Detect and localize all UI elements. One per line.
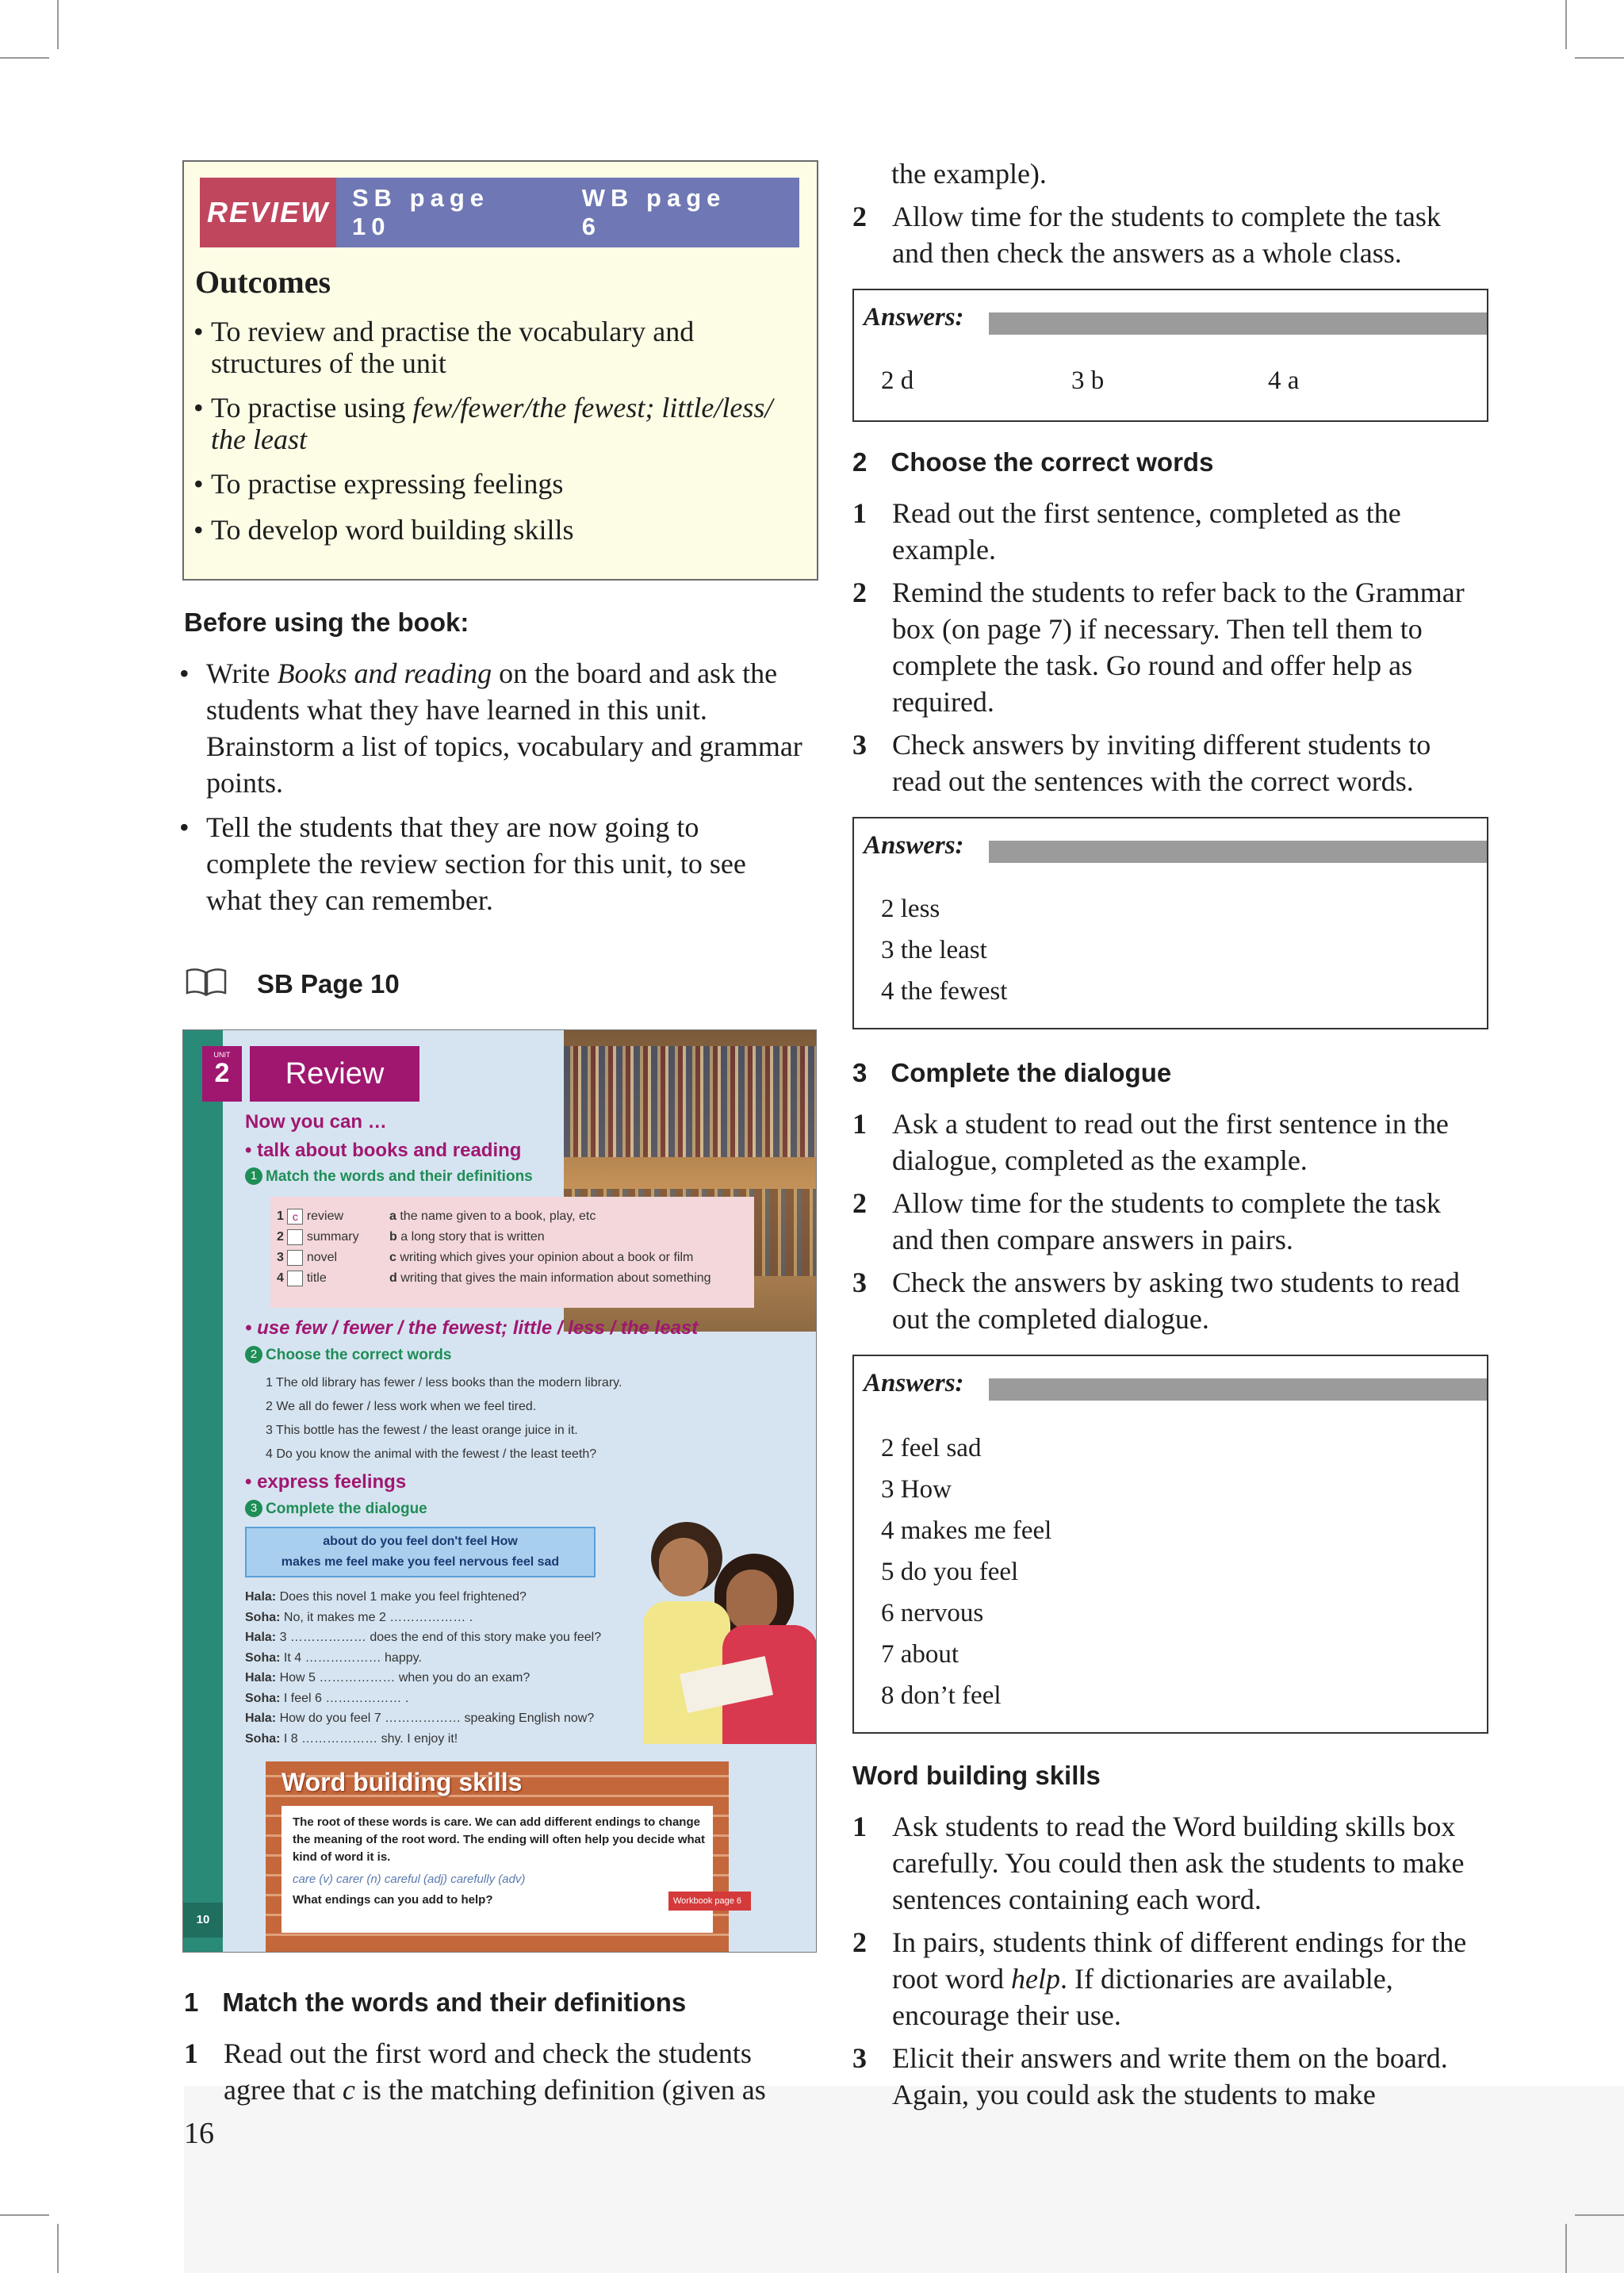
workbook-tag: Workbook page 6 bbox=[668, 1892, 751, 1911]
ex2-badge: 2 bbox=[245, 1346, 262, 1363]
ex2-title: Choose the correct words bbox=[266, 1347, 452, 1363]
sb-page-ref: SB page 10 bbox=[352, 184, 490, 240]
outcomes-title: Outcomes bbox=[195, 264, 331, 300]
ex2-list: 1 The old library has fewer / less books than the modern library. 2 We all do fewer / less work when we feel tired. 3 This bottle has the fewest / the least orange juice in it. 4 Do you know the animal with the fewest / the least teeth? bbox=[266, 1376, 622, 1461]
section3-item: 3 Check the answers by asking two students to read out the completed dialogue. bbox=[852, 1267, 1460, 1335]
section3-heading: 3 Complete the dialogue bbox=[852, 1058, 1172, 1087]
answers-label: Answers: bbox=[864, 303, 964, 332]
thumb-bullet-1: • talk about books and reading bbox=[245, 1140, 522, 1161]
girls-photo bbox=[627, 1506, 817, 1744]
crop-mark bbox=[1575, 2214, 1624, 2216]
review-page-refs bbox=[336, 178, 799, 247]
ex3-title: Complete the dialogue bbox=[266, 1501, 427, 1517]
section2-heading: 2 Choose the correct words bbox=[852, 447, 1214, 477]
ex1-def-list: a the name given to a book, play, etc b a long story that is written c writing which gives your opinion about a book or film d writing that gives the main information about something bbox=[389, 1209, 711, 1285]
answers-box-1: Answers: 2 d 3 b 4 a bbox=[852, 289, 1488, 422]
continued-text: the example). bbox=[891, 158, 1047, 190]
wbs-words: care (v) carer (n) careful (adj) carefully (adv) bbox=[293, 1872, 526, 1886]
crop-mark bbox=[1575, 57, 1624, 59]
section2-item: 1 Read out the first sentence, completed as the example. bbox=[852, 497, 1401, 565]
before-bullet: • Tell the students that they are now going to complete the review section for this unit, to see what they can remember. bbox=[179, 811, 746, 916]
book-icon bbox=[184, 966, 228, 998]
answers-box-2: Answers: 2 less 3 the least 4 the fewest bbox=[852, 817, 1488, 1029]
answers-bar bbox=[989, 312, 1487, 335]
outcome-item: • To develop word building skills bbox=[193, 514, 574, 546]
section3-item: 2 Allow time for the students to complete the task and then compare answers in pairs. bbox=[852, 1187, 1441, 1255]
section1-item: 1 Read out the first word and check the students agree that c is the matching definition (given as bbox=[184, 2035, 810, 2108]
ex3-word-box: about do you feel don't feel How makes me feel make you feel nervous feel sad bbox=[245, 1527, 596, 1577]
crop-mark bbox=[57, 2224, 59, 2273]
ex1-title: Match the words and their definitions bbox=[266, 1168, 533, 1185]
thumb-page-number: 10 bbox=[183, 1903, 223, 1938]
review-outcomes-box bbox=[182, 160, 818, 581]
thumb-side-strip bbox=[183, 1030, 223, 1953]
section1-heading: 1 Match the words and their definitions bbox=[184, 1987, 687, 2017]
section1-item-text: Read out the first word and check the students agree that c is the matching definition (given as bbox=[224, 2037, 766, 2106]
thumb-bullet-3: • express feelings bbox=[245, 1471, 407, 1493]
answers-box-3: Answers: 2 feel sad 3 How 4 makes me feel 5 do you feel 6 nervous 7 about 8 don’t feel bbox=[852, 1355, 1488, 1734]
wbs-item: 1 Ask students to read the Word building skills box carefully. You could then ask the students to make sentences containing each word. bbox=[852, 1811, 1465, 1915]
crop-mark bbox=[1565, 0, 1567, 49]
now-you-can: Now you can … bbox=[245, 1111, 387, 1133]
before-bullet: • Write Books and reading on the board and ask the students what they have learned in this unit. Brainstorm a list of topics, vocabulary and grammar points. bbox=[179, 655, 806, 801]
outcome-item: • To review and practise the vocabulary and structures of the unit bbox=[193, 316, 695, 379]
review-tag: REVIEW bbox=[200, 178, 336, 247]
section3-item: 1 Ask a student to read out the first sentence in the dialogue, completed as the example. bbox=[852, 1108, 1449, 1176]
ex1-badge: 1 bbox=[245, 1167, 262, 1185]
section2-item: 3 Check answers by inviting different students to read out the sentences with the correct words. bbox=[852, 729, 1431, 797]
section2-item: 2 Remind the students to refer back to the Grammar box (on page 7) if necessary. Then tell them to complete the task. Go round and offer help as required. bbox=[852, 577, 1465, 718]
before-heading: Before using the book: bbox=[184, 608, 469, 637]
wbs-brick-panel bbox=[266, 1761, 742, 1953]
review-banner bbox=[200, 178, 799, 247]
ex3-badge: 3 bbox=[245, 1500, 262, 1517]
wbs-item: 3 Elicit their answers and write them on the board. Again, you could ask the students to make bbox=[852, 2042, 1448, 2110]
wb-page-ref: WB page 6 bbox=[581, 184, 726, 240]
crop-mark bbox=[1565, 2224, 1567, 2273]
wbs-question: What endings can you add to help? bbox=[293, 1893, 493, 1907]
dialogue: Hala: Does this novel 1 make you feel frightened? Soha: No, it makes me 2 ……………… . Hala: 3 ……………… does the end of this story make you feel? Soha: It 4 ……………… happy. Hala: How 5 ……………… when you do an exam? Soha: I feel 6 ……………… . Hala: How do you feel 7 ……………… speaking English now? Soha: I 8 ……………… shy. I enjoy it! bbox=[245, 1590, 602, 1746]
unit-badge: UNIT 2 bbox=[202, 1046, 242, 1102]
wbs-item: 2 In pairs, students think of different endings for the root word help. If dictionaries are available, encourage their use. bbox=[852, 1924, 1487, 2033]
thumb-bullet-2: • use few / fewer / the fewest; little / less / the least bbox=[245, 1317, 699, 1339]
before-bullet-text: Write Books and reading on the board and ask the students what they have learned in this unit. Brainstorm a list of topics, vocabulary and grammar points. bbox=[206, 657, 802, 799]
ex1-word-list: 1 c review 2 summary 3 novel 4 title bbox=[277, 1209, 359, 1285]
textbook-page-thumbnail bbox=[182, 1029, 817, 1953]
wbs-item-2-text: In pairs, students think of different endings for the root word help. If dictionaries are available, encourage their use. bbox=[892, 1926, 1467, 2031]
crop-mark bbox=[57, 0, 59, 49]
crop-mark bbox=[0, 2214, 49, 2216]
wbs-heading: Word building skills bbox=[852, 1761, 1101, 1790]
wbs-title: Word building skills bbox=[282, 1768, 523, 1796]
outcome-item: • To practise using few/fewer/the fewest; little/less/ the least bbox=[193, 392, 773, 455]
wbs-text: The root of these words is care. We can add different endings to change the meaning of the root word. The ending will often help you decide what kind of word it is. bbox=[293, 1815, 706, 1864]
page-number: 16 bbox=[184, 2117, 214, 2150]
cont-item: 2 Allow time for the students to complete the task and then check the answers as a whole class. bbox=[852, 201, 1441, 269]
sb-page-label: SB Page 10 bbox=[257, 969, 400, 999]
thumb-title: Review bbox=[250, 1046, 419, 1102]
crop-mark bbox=[0, 57, 49, 59]
page-bottom-shade bbox=[184, 2086, 1624, 2273]
outcome-item: • To practise expressing feelings bbox=[193, 468, 564, 500]
